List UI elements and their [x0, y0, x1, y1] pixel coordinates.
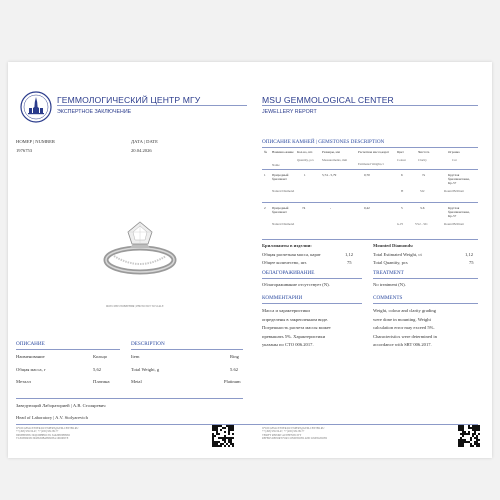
treatment-en-text: No treatment (N).	[373, 282, 406, 287]
column-header-name: Наимено-вание	[272, 150, 294, 154]
signature-ru: Заведующий Лабораторией | А.В. Столяревич	[16, 403, 106, 408]
mounted-ru-label: Общая расчетная масса, карат	[262, 252, 321, 257]
column-header-weight: Расчетная масса,карат	[358, 150, 390, 154]
footer-en: WWW.GEM-CENTER.RU EXPERT@GEM-CENTER.RU +7 (495) 939-59-47, +7 (495) 932-89-77 VERIFY REPORT AUTHENTICITY REFERS REPORT FOR CONDITIONS AND LIMITATIONS	[262, 427, 328, 441]
column-header-clarity-en: Clarity	[418, 158, 427, 162]
number-label: НОМЕР | NUMBER	[16, 139, 55, 144]
description-ru-label: Общая масса, г	[16, 367, 46, 372]
column-header-quantity-en: Quantity, pcs	[297, 158, 314, 162]
report-sheet	[8, 62, 492, 458]
header-ru-subtitle: ЭКСПЕРТНОЕ ЗАКЛЮЧЕНИЕ	[57, 109, 132, 115]
description-en-value: Ring	[230, 354, 239, 359]
ring-photo	[100, 212, 180, 282]
column-header-cut: Огранка	[448, 150, 460, 154]
treatment-ru-header: ОБЛАГОРАЖИВАНИЕ	[262, 270, 315, 276]
mounted-ru-value: 1,12	[345, 252, 354, 257]
description-en-label: Metal	[131, 379, 142, 384]
mounted-ru-value: 75	[347, 260, 352, 265]
column-header-colour: Цвет	[397, 150, 404, 154]
mounted-en-label: Total Quantity, pcs	[373, 260, 408, 265]
header-en-subtitle: JEWELLERY REPORT	[262, 109, 317, 115]
description-ru-value: Кольцо	[93, 354, 108, 359]
footer-ru: WWW.GEM-CENTER.RU EXPERT@GEM-CENTER.RU +7 (495) 939-59-47, +7 (495) 932-89-77 ПРОВЕРИТЬ ПОДЛИННОСТЬ ЗАКЛЮЧЕНИЯ УСЛОВИЯ ИСПОЛЬЗОВАНИЯ НА ОБОРОТЕ	[16, 427, 79, 441]
qr-code-icon[interactable]	[458, 425, 480, 447]
description-ru-label: Наименование	[16, 354, 45, 359]
header-en-title: MSU GEMMOLOGICAL CENTER	[262, 95, 394, 105]
comments-ru-header: КОММЕНТАРИИ	[262, 295, 303, 301]
number-value: 1976753	[16, 148, 33, 153]
table-row: 1 Природный бриллиант Natural Diamond 1 5,74 - 5,79 0,70 6 H 7а SI2 Круглая бриллиантовая, Кр-57 Round Brilliant	[264, 173, 470, 193]
date-value: 20.04.2026	[131, 148, 152, 153]
comments-ru-text: Масса и характеристики определены в закрепленном виде. Погрешность расчета массы может превышать 5%. Характеристики указаны по СТО 006.2017.	[262, 308, 331, 348]
description-ru-label: Металл	[16, 379, 31, 384]
column-header-name-en: Name	[272, 163, 280, 167]
description-ru-header: ОПИСАНИЕ	[16, 341, 45, 347]
treatment-ru-text: Облагораживание отсутствует (N).	[262, 282, 330, 287]
description-ru-value: Платина	[93, 379, 110, 384]
column-header-measurements-en: Measurements, mm	[322, 158, 348, 162]
table-row: 2 Природный бриллиант Natural Diamond 74 - 0,42 5 G-H 3-6 VS2 - SI1 Круглая бриллиантовая, Кр-57 Round Brilliant	[264, 206, 470, 226]
column-header-cut-en: Cut	[452, 158, 457, 162]
signature-en: Head of Laboratory | A.V. Stolyarevich	[16, 415, 88, 420]
column-header-weight-en: Estimated Weight,ct	[358, 162, 384, 166]
gemstones-title: ОПИСАНИЕ КАМНЕЙ | GEMSTONES DESCRIPTION	[262, 139, 385, 145]
treatment-en-header: TREATMENT	[373, 270, 404, 276]
description-en-header: DESCRIPTION	[131, 341, 165, 347]
description-en-label: Item	[131, 354, 140, 359]
comments-en-header: COMMENTS	[373, 295, 403, 301]
column-header-colour-en: Colour	[397, 158, 406, 162]
header-ru-title: ГЕММОЛОГИЧЕСКИЙ ЦЕНТР МГУ	[57, 95, 201, 105]
msu-logo-icon	[20, 91, 52, 123]
column-header-measurements: Размеры, мм	[322, 150, 340, 154]
photo-caption: ФОТО ИЗГОТОВЛЕНИЯ | PHOTO NOT TO SCALE	[106, 305, 164, 308]
qr-code-icon[interactable]	[212, 425, 234, 447]
mounted-en-value: 1,12	[465, 252, 474, 257]
description-en-value: 5.62	[230, 367, 239, 372]
mounted-ru-header: Бриллианты в изделии:	[262, 243, 312, 248]
column-header-clarity: Чистота	[418, 150, 430, 154]
mounted-ru-label: Общее количество, шт.	[262, 260, 307, 265]
mounted-en-value: 75	[469, 260, 474, 265]
description-en-label: Total Weight, g	[131, 367, 160, 372]
gemstones-header-row: № Наимено-вание Name Кол-во, шт. Quantity, pcs Размеры, мм Measurements, mm Расчетная масса,карат Estimated Weight,ct Цвет Colour Чистота Clarity Огранка Cut	[264, 150, 460, 167]
date-label: ДАТА | DATE	[131, 139, 158, 144]
description-ru-value: 5,62	[93, 367, 102, 372]
mounted-en-label: Total Estimated Weight, ct	[373, 252, 422, 257]
comments-en-text: Weight, colour and clarity grading were done in mounting. Weight calculation error may exceed 5%. Characteristics were determined in accordance with SRT 006.2017.	[373, 308, 437, 348]
column-header-quantity: Кол-во, шт.	[297, 150, 313, 154]
mounted-en-header: Mounted Diamonds:	[373, 243, 414, 248]
description-en-value: Platinum	[224, 379, 241, 384]
